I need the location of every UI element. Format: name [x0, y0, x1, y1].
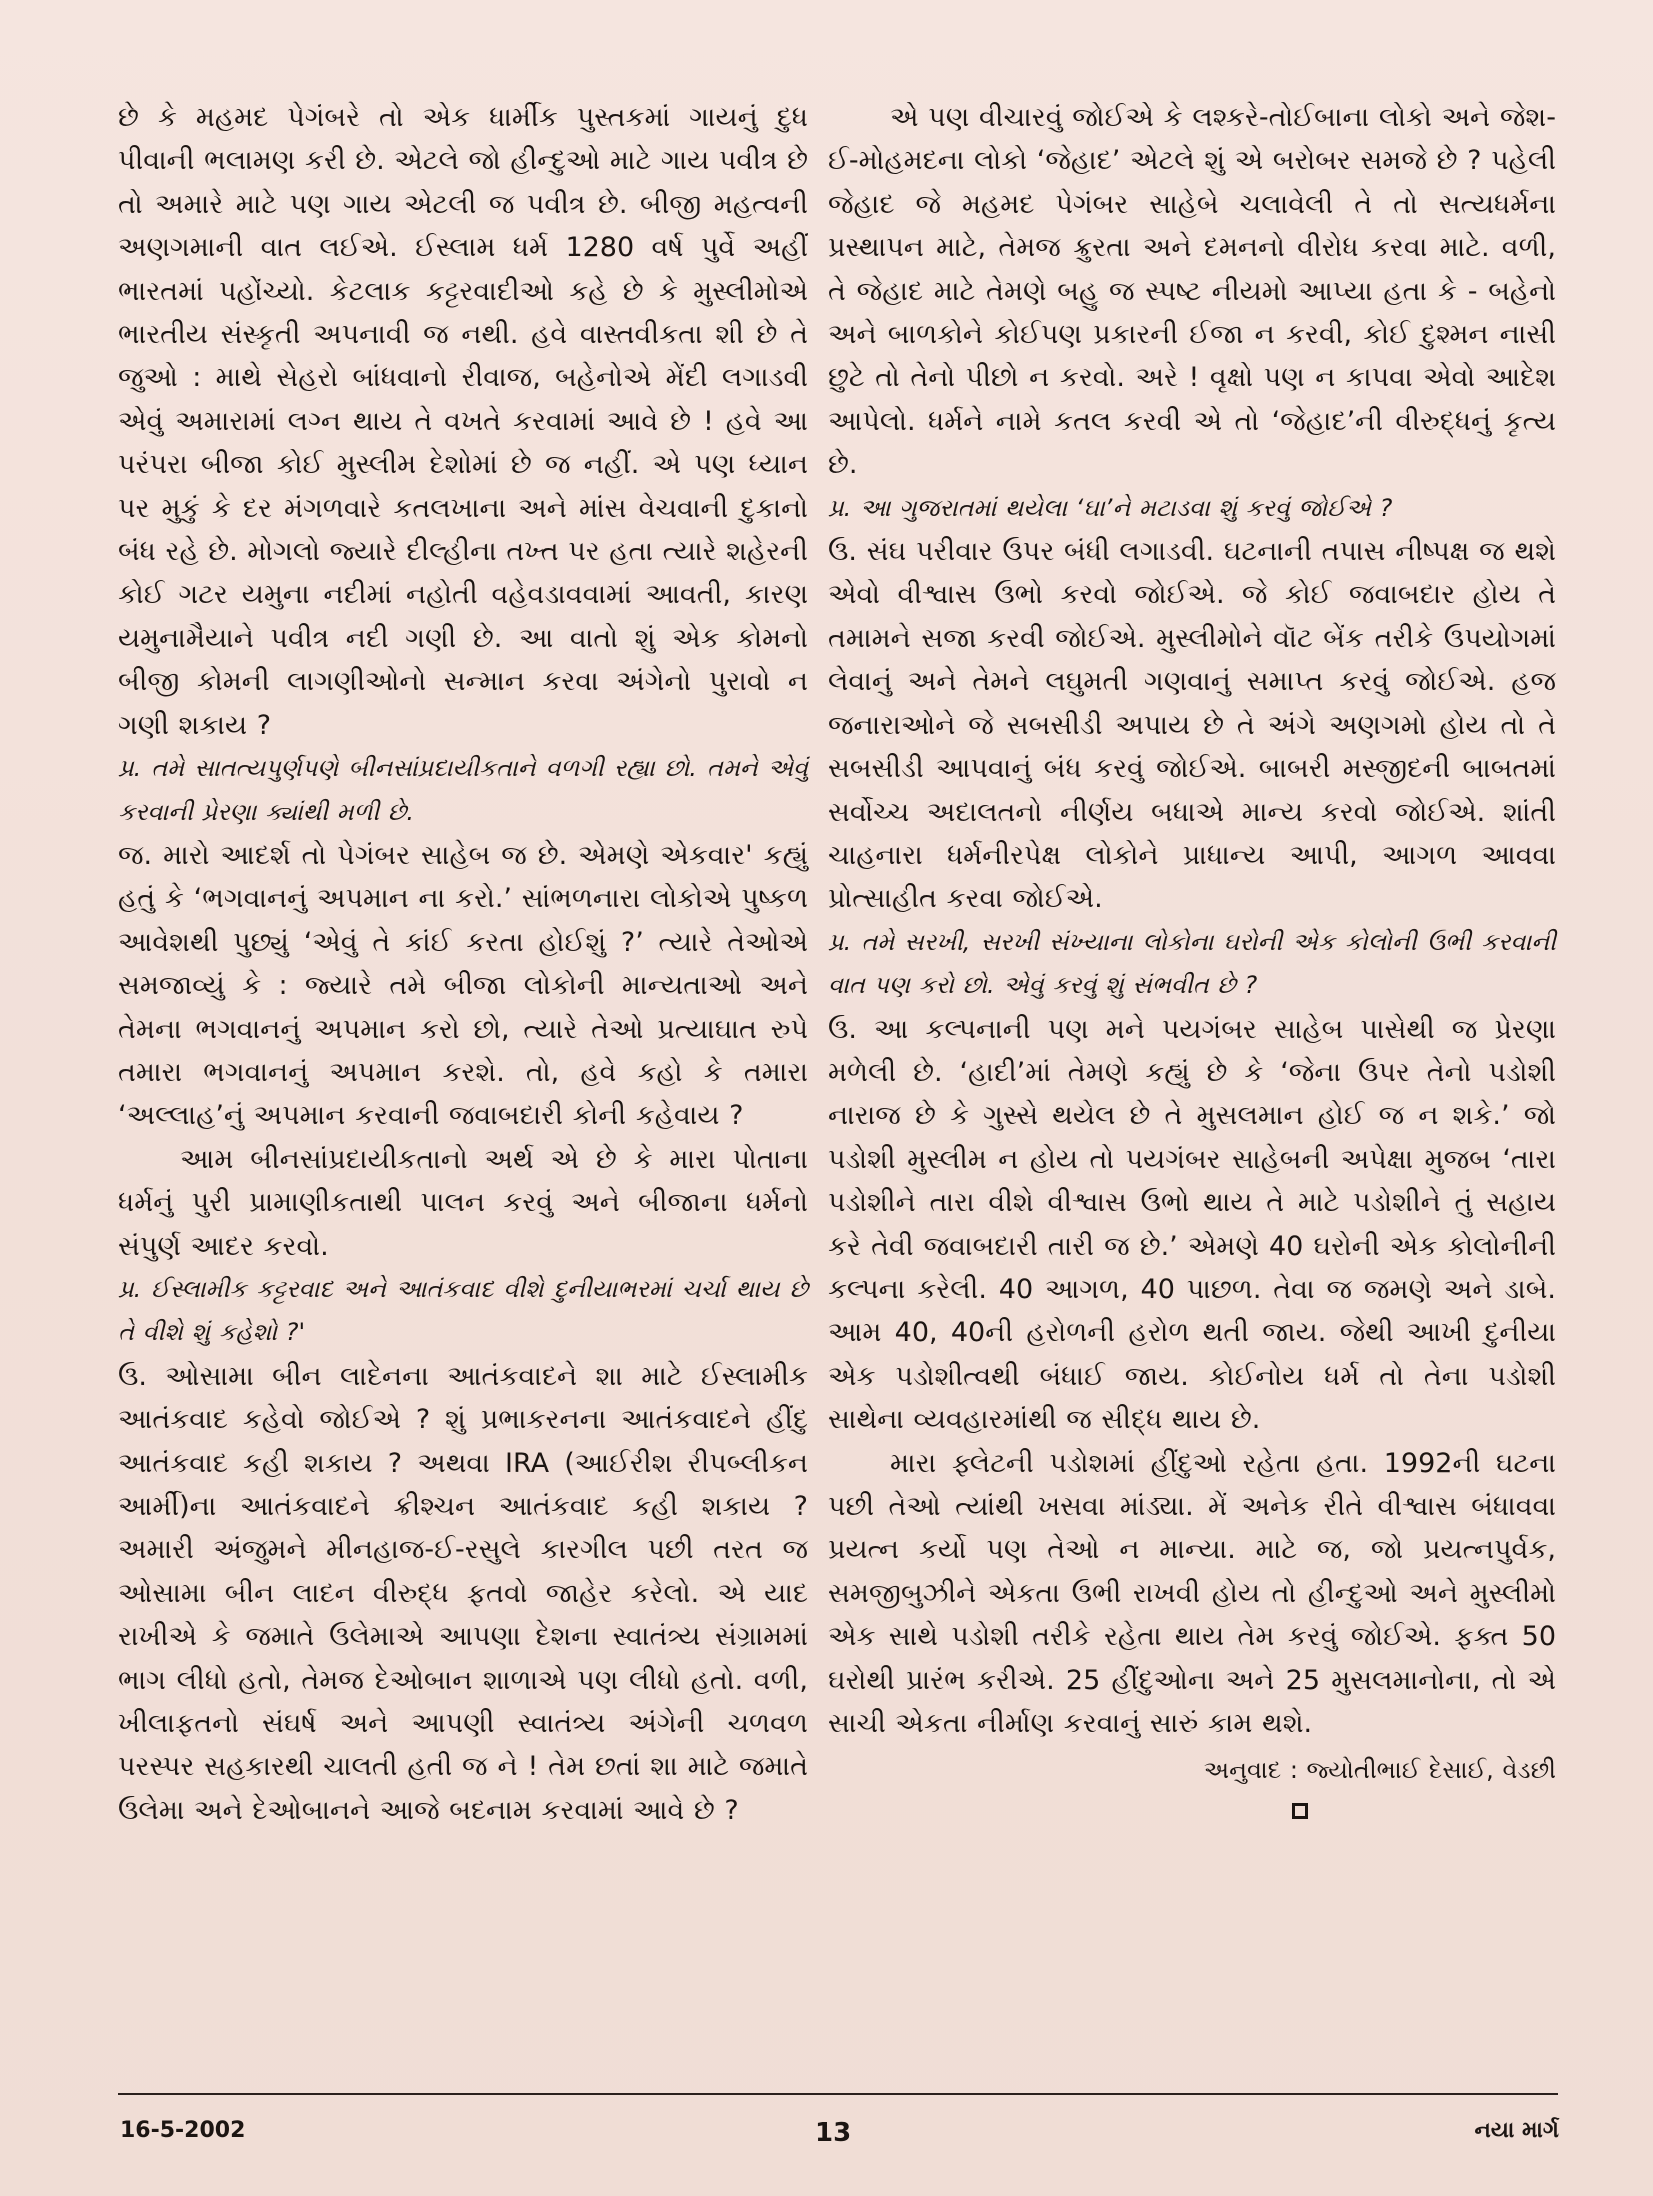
issue-date: 16-5-2002	[120, 2118, 246, 2143]
interview-question: પ્ર. ઈસ્લામીક કટ્ટરવાદ અને આતંકવાદ વીશે દુનીયાભરમાં ચર્ચા થાય છે તે વીશે શું કહેશો ?'	[118, 1274, 808, 1347]
body-paragraph: છે કે મહમદ પેગંબરે તો એક ધાર્મીક પુસ્તકમાં ગાયનું દુધ પીવાની ભલામણ કરી છે. એટલે જો હીન્દુઓ માટે ગાય પવીત્ર છે તો અમારે માટે પણ ગાય એટલી જ પવીત્ર છે. બીજી મહત્વની અણગમાની વાત લઈએ. ઈસ્લામ ધર્મ 1280 વર્ષ પુર્વે અહીં ભારતમાં પહોંચ્યો. કેટલાક કટ્ટરવાદીઓ કહે છે કે મુસ્લીમોએ ભારતીય સંસ્કૃતી અપનાવી જ નથી. હવે વાસ્તવીકતા શી છે તે જુઓ : માથે સેહરો બાંધવાનો રીવાજ, બહેનોએ મેંદી લગાડવી એવું અમારામાં લગ્ન થાય તે વખતે કરવામાં આવે છે ! હવે આ પરંપરા બીજા કોઈ મુસ્લીમ દેશોમાં છે જ નહીં. એ પણ ધ્યાન પર મુકું કે દર મંગળવારે કતલખાના અને માંસ વેચવાની દુકાનો બંધ રહે છે. મોગલો જ્યારે દીલ્હીના તખ્ત પર હતા ત્યારે શહેરની કોઈ ગટર યમુના નદીમાં નહોતી વહેવડાવવામાં આવતી, કારણ યમુનામૈયાને પવીત્ર નદી ગણી છે. આ વાતો શું એક કોમનો બીજી કોમની લાગણીઓનો સન્માન કરવા અંગેનો પુરાવો ન ગણી શકાય ?	[118, 102, 808, 741]
interview-answer: ઉ. આ કલ્પનાની પણ મને પયગંબર સાહેબ પાસેથી જ પ્રેરણા મળેલી છે. ‘હાદી’માં તેમણે કહ્યું છે કે ‘જેના ઉપર તેનો પડોશી નારાજ છે કે ગુસ્સે થયેલ છે તે મુસલમાન હોઈ જ ન શકે.’ જો પડોશી મુસ્લીમ ન હોય તો પયગંબર સાહેબની અપેક્ષા મુજબ ‘તારા પડોશીને તારા વીશે વીશ્વાસ ઉભો થાય તે માટે પડોશીને તું સહાય કરે તેવી જવાબદારી તારી જ છે.’ એમણે 40 ઘરોની એક કોલોનીની કલ્પના કરેલી. 40 આગળ, 40 પાછળ. તેવા જ જમણે અને ડાબે. આમ 40, 40ની હરોળની હરોળ થતી જાય. જેથી આખી દુનીયા એક પડોશીત્વથી બંધાઈ જાય. કોઈનોય ધર્મ તો તેના પડોશી સાથેના વ્યવહારમાંથી જ સીદ્ધ થાય છે.	[828, 1013, 1556, 1436]
interview-answer: જ. મારો આદર્શ તો પેગંબર સાહેબ જ છે. એમણે એકવાર' કહ્યું હતું કે ‘ભગવાનનું અપમાન ના કરો.’ સાંભળનારા લોકોએ પુષ્કળ આવેશથી પુછ્યું ‘એવું તે કાંઈ કરતા હોઈશું ?’ ત્યારે તેઓએ સમજાવ્યું કે : જ્યારે તમે બીજા લોકોની માન્યતાઓ અને તેમના ભગવાનનું અપમાન કરો છો, ત્યારે તેઓ પ્રત્યાઘાત રુપે તમારા ભગવાનનું અપમાન કરશે. તો, હવે કહો કે તમારા ‘અલ્લાહ’નું અપમાન કરવાની જવાબદારી કોની કહેવાય ?	[118, 839, 808, 1132]
translator-credit: અનુવાદ : જ્યોતીભાઈ દેસાઈ, વેડછી	[1203, 1756, 1556, 1785]
body-paragraph: મારા ફ્લેટની પડોશમાં હીંદુઓ રહેતા હતા. 1992ની ઘટના પછી તેઓ ત્યાંથી ખસવા માંડ્યા. મેં અનેક રીતે વીશ્વાસ બંધાવવા પ્રયત્ન કર્યો પણ તેઓ ન માન્યા. માટે જ, જો પ્રયત્નપુર્વક, સમજીબુઝીને એકતા ઉભી રાખવી હોય તો હીન્દુઓ અને મુસ્લીમો એક સાથે પડોશી તરીકે રહેતા થાય તેમ કરવું જોઈએ. ફક્ત 50 ઘરોથી પ્રારંભ કરીએ. 25 હીંદુઓના અને 25 મુસલમાનોના, તો એ સાચી એકતા નીર્માણ કરવાનું સારું કામ થશે.	[828, 1447, 1556, 1740]
body-paragraph: એ પણ વીચારવું જોઈએ કે લશ્કરે-તોઈબાના લોકો અને જેશ-ઈ-મોહમદના લોકો ‘જેહાદ’ એટલે શું એ બરોબર સમજે છે ? પહેલી જેહાદ જે મહમદ પેગંબર સાહેબે ચલાવેલી તે તો સત્યધર્મના પ્રસ્થાપન માટે, તેમજ ક્રુરતા અને દમનનો વીરોધ કરવા માટે. વળી, તે જેહાદ માટે તેમણે બહુ જ સ્પષ્ટ નીયમો આપ્યા હતા કે - બહેનો અને બાળકોને કોઈપણ પ્રકારની ઈજા ન કરવી, કોઈ દુશ્મન નાસી છુટે તો તેનો પીછો ન કરવો. અરે ! વૃક્ષો પણ ન કાપવા એવો આદેશ આપેલો. ધર્મને નામે કતલ કરવી એ તો ‘જેહાદ’ની વીરુદ્ધનું કૃત્ય છે.	[828, 102, 1556, 481]
interview-answer: ઉ. સંઘ પરીવાર ઉપર બંધી લગાડવી. ઘટનાની તપાસ નીષ્પક્ષ જ થશે એવો વીશ્વાસ ઉભો કરવો જોઈએ. જે કોઈ જવાબદાર હોય તે તમામને સજા કરવી જોઈએ. મુસ્લીમોને વૉટ બેંક તરીકે ઉપયોગમાં લેવાનું અને તેમને લઘુમતી ગણવાનું સમાપ્ત કરવું જોઈએ. હજ જનારાઓને જે સબસીડી અપાય છે તે અંગે અણગમો હોય તો તે સબસીડી આપવાનું બંધ કરવું જોઈએ. બાબરી મસ્જીદની બાબતમાં સર્વોચ્ચ અદાલતનો નીર્ણય બધાએ માન્ય કરવો જોઈએ. શાંતી ચાહનારા ધર્મનીરપેક્ષ લોકોને પ્રાધાન્ય આપી, આગળ આવવા પ્રોત્સાહીત કરવા જોઈએ.	[828, 536, 1556, 915]
interview-answer: ઉ. ઓસામા બીન લાદેનના આતંકવાદને શા માટે ઈસ્લામીક આતંકવાદ કહેવો જોઈએ ? શું પ્રભાકરનના આતંકવાદને હીંદુ આતંકવાદ કહી શકાય ? અથવા IRA (આઈરીશ રીપબ્લીકન આર્મી)ના આતંકવાદને ક્રીશ્ચન આતંકવાદ કહી શકાય ? અમારી અંજુમને મીનહાજ-ઈ-રસુલે કારગીલ પછી તરત જ ઓસામા બીન લાદન વીરુદ્ધ ફતવો જાહેર કરેલો. એ યાદ રાખીએ કે જમાતે ઉલેમાએ આપણા દેશના સ્વાતંત્ર્ય સંગ્રામમાં ભાગ લીધો હતો, તેમજ દેઓબાન શાળાએ પણ લીધો હતો. વળી, ખીલાફતનો સંઘર્ષ અને આપણી સ્વાતંત્ર્ય અંગેની ચળવળ પરસ્પર સહકારથી ચાલતી હતી જ ને ! તેમ છતાં શા માટે જમાતે ઉલેમા અને દેઓબાનને આજે બદનામ કરવામાં આવે છે ?	[118, 1360, 808, 1826]
interview-question: પ્ર. તમે સરખી, સરખી સંખ્યાના લોકોના ઘરોની એક કોલોની ઉભી કરવાની વાત પણ કરો છો. એવું કરવું શું સંભવીત છે ?	[828, 927, 1556, 1000]
magazine-name: નયા માર્ગ	[1474, 2118, 1559, 2143]
left-column	[118, 96, 808, 1832]
interview-question: પ્ર. તમે સાતત્યપુર્ણપણે બીનસાંપ્રદાયીકતાને વળગી રહ્યા છો. તમને એવું કરવાની પ્રેરણા ક્યાંથી મળી છે.	[118, 754, 808, 826]
end-of-article-square-icon	[1292, 1803, 1308, 1819]
right-column	[828, 96, 1556, 1819]
footer-divider	[118, 2093, 1558, 2095]
body-paragraph: આમ બીનસાંપ્રદાયીકતાનો અર્થ એ છે કે મારા પોતાના ધર્મનું પુરી પ્રામાણીકતાથી પાલન કરવું અને બીજાના ધર્મનો સંપુર્ણ આદર કરવો.	[118, 1143, 808, 1262]
page-number: 13	[815, 2118, 852, 2148]
interview-question: પ્ર. આ ગુજરાતમાં થયેલા ‘ઘા’ને મટાડવા શું કરવું જોઈએ ?	[828, 493, 1393, 522]
